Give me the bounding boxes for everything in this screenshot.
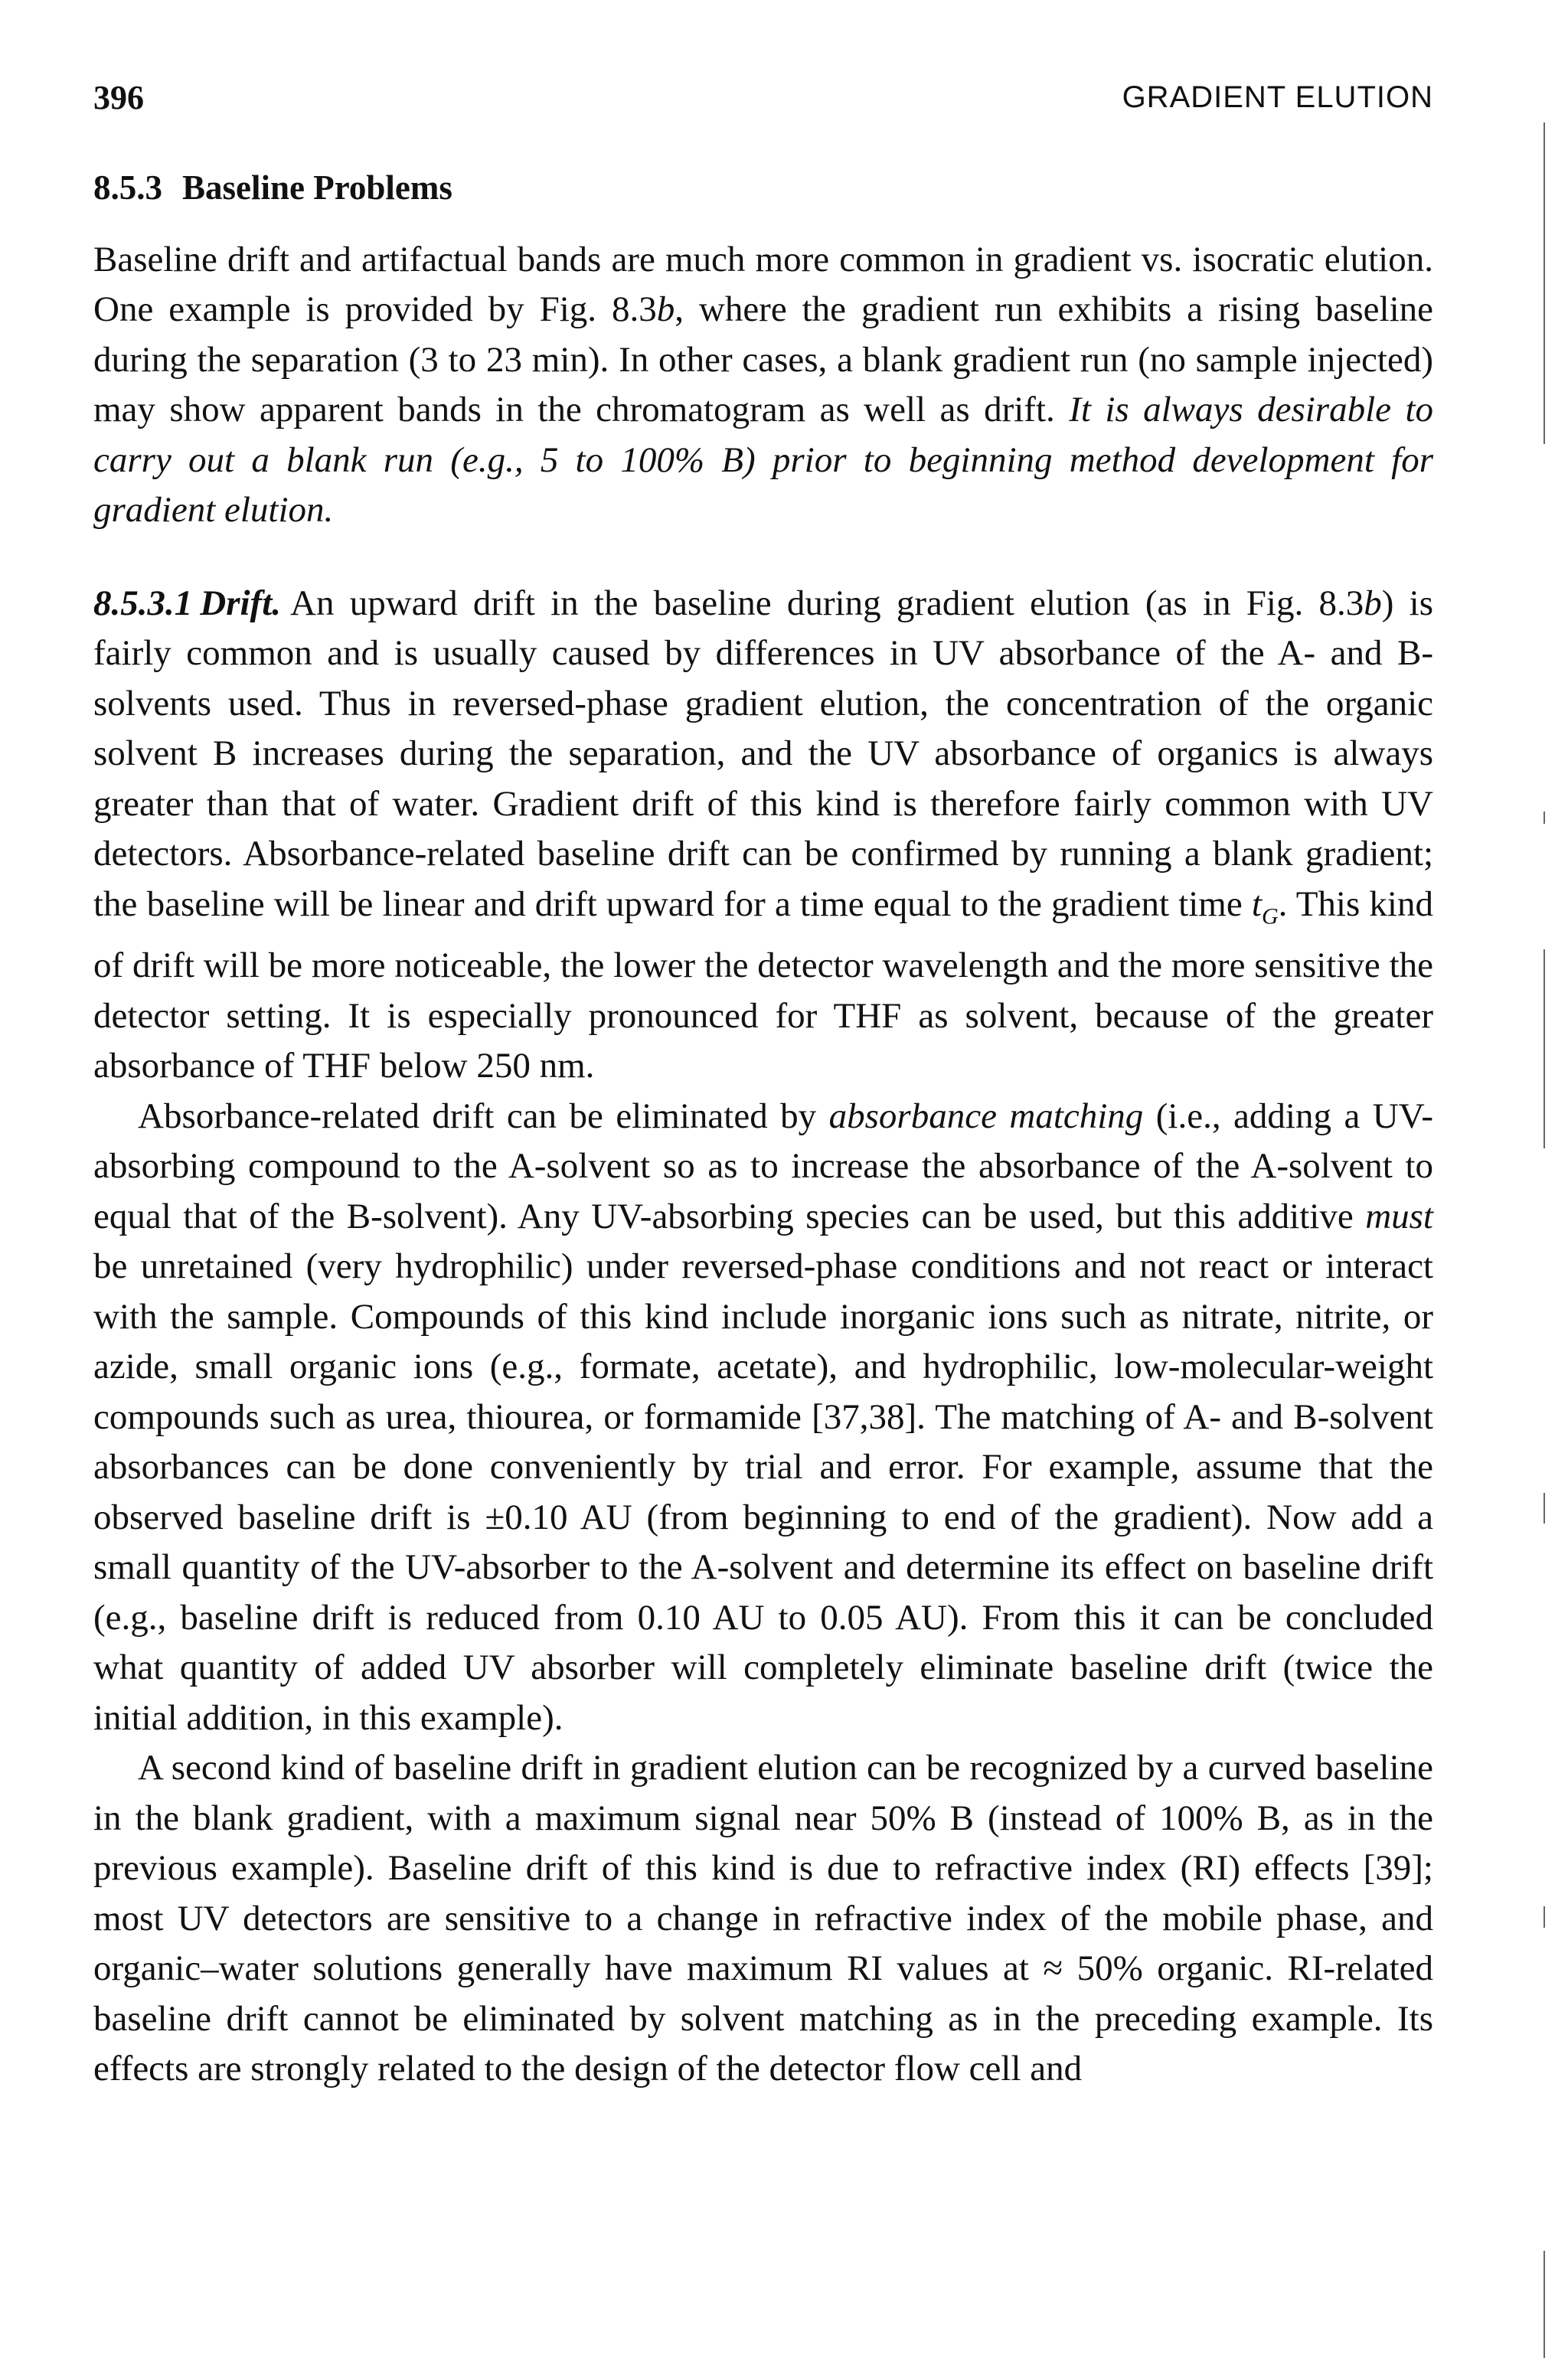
subsection-title: Drift. — [200, 583, 281, 623]
paragraph-text: ) is fairly common and is usually caused by differences in UV absorbance of the A- and B-solvents used. Thus in reversed-phase gradient elution, the concentration of the organic solvent B increases during the separation, and the UV absorbance of organics is always greater than that of water. Gradient drift of this kind is therefore fairly common with UV detectors. Absorbance-related baseline drift can be confirmed by running a blank gradient; the baseline will be linear and drift upward for a time equal to the gradient time — [93, 583, 1433, 924]
section-title: Baseline Problems — [182, 168, 452, 207]
page — [93, 73, 1433, 2095]
paragraph-text: Baseline drift and artifactual bands are much more common in gradient vs. isocratic elution. One example is provided by Fig. 8.3 — [93, 239, 1433, 329]
figure-panel-letter: b — [1364, 583, 1382, 623]
paragraph-text: Absorbance-related drift can be eliminated by — [138, 1096, 829, 1136]
emphasis-text: must — [1365, 1196, 1433, 1236]
paragraph-text: A second kind of baseline drift in gradient elution can be recognized by a curved baseline in the blank gradient, with a maximum signal near 50% B (instead of 100% B, as in the previous example). Baseline drift of this kind is due to refractive index (RI) effects [39]; most UV detectors are sensitive to a change in refractive index of the mobile phase, and organic–water solutions generally have maximum RI values at ≈ 50% organic. RI-related baseline drift cannot be eliminated by solvent matching as in the preceding example. Its effects are strongly related to the design of the detector flow cell and — [93, 1748, 1433, 2089]
subsection-number: 8.5.3.1 — [93, 583, 193, 623]
scan-edge-marks — [1544, 122, 1553, 2358]
emphasis-text: absorbance matching — [828, 1096, 1144, 1136]
paragraph-text: be unretained (very hydrophilic) under reversed-phase conditions and not react or interact with the sample. Compounds of this kind include inorganic ions such as nitrate, nitrite, or azide, small organic ions (e.g., formate, acetate), and hydrophilic, low-molecular-weight compounds such as urea, thiourea, or formamide [37,38]. The matching of A- and B-solvent absorbances can be done conveniently by trial and error. For example, assume that the observed baseline drift is ±0.10 AU (from beginning to end of the gradient). Now add a small quantity of the UV-absorber to the A-solvent and determine its effect on baseline drift (e.g., baseline drift is reduced from 0.10 AU to 0.05 AU). From this it can be concluded what quantity of added UV absorber will completely eliminate baseline drift (twice the initial addition, in this example). — [93, 1246, 1433, 1738]
section-heading — [93, 163, 1433, 214]
paragraph-baseline-intro — [93, 235, 1433, 536]
gradient-time-symbol: t — [1251, 883, 1262, 924]
paragraph-text: (i.e., adding a UV-absorbing compound to the A-solvent so as to increase the absorbance of the A-solvent to equal that of the B-solvent). Any UV-absorbing species can be used, but this additive — [93, 1096, 1433, 1236]
paragraph-absorbance-matching — [93, 1092, 1433, 1744]
page-number: 396 — [93, 79, 144, 116]
running-head — [93, 73, 1433, 126]
paragraph-text: An upward drift in the baseline during gradient elution (as in Fig. 8.3 — [290, 583, 1364, 623]
emphasis-text: It is always desirable to carry out a blank run (e.g., 5 to 100% B) prior to beginning method development for gradient elution. — [93, 390, 1433, 530]
paragraph-ri-drift — [93, 1743, 1433, 2095]
gradient-time-subscript: G — [1261, 903, 1279, 929]
figure-panel-letter: b — [656, 289, 675, 329]
paragraph-drift — [93, 579, 1433, 1092]
paragraph-text: . This kind of drift will be more noticeable, the lower the detector wavelength and the more sensitive the detector setting. It is especially pronounced for THF as solvent, because of the greater absorbance of THF below 250 nm. — [93, 883, 1433, 1086]
running-title: GRADIENT ELUTION — [1122, 80, 1433, 114]
paragraph-text: , where the gradient run exhibits a rising baseline during the separation (3 to 23 min). In other cases, a blank gradient run (no sample injected) may show apparent bands in the chromatogram as well as drift. — [93, 289, 1433, 429]
section-number: 8.5.3 — [93, 168, 162, 207]
